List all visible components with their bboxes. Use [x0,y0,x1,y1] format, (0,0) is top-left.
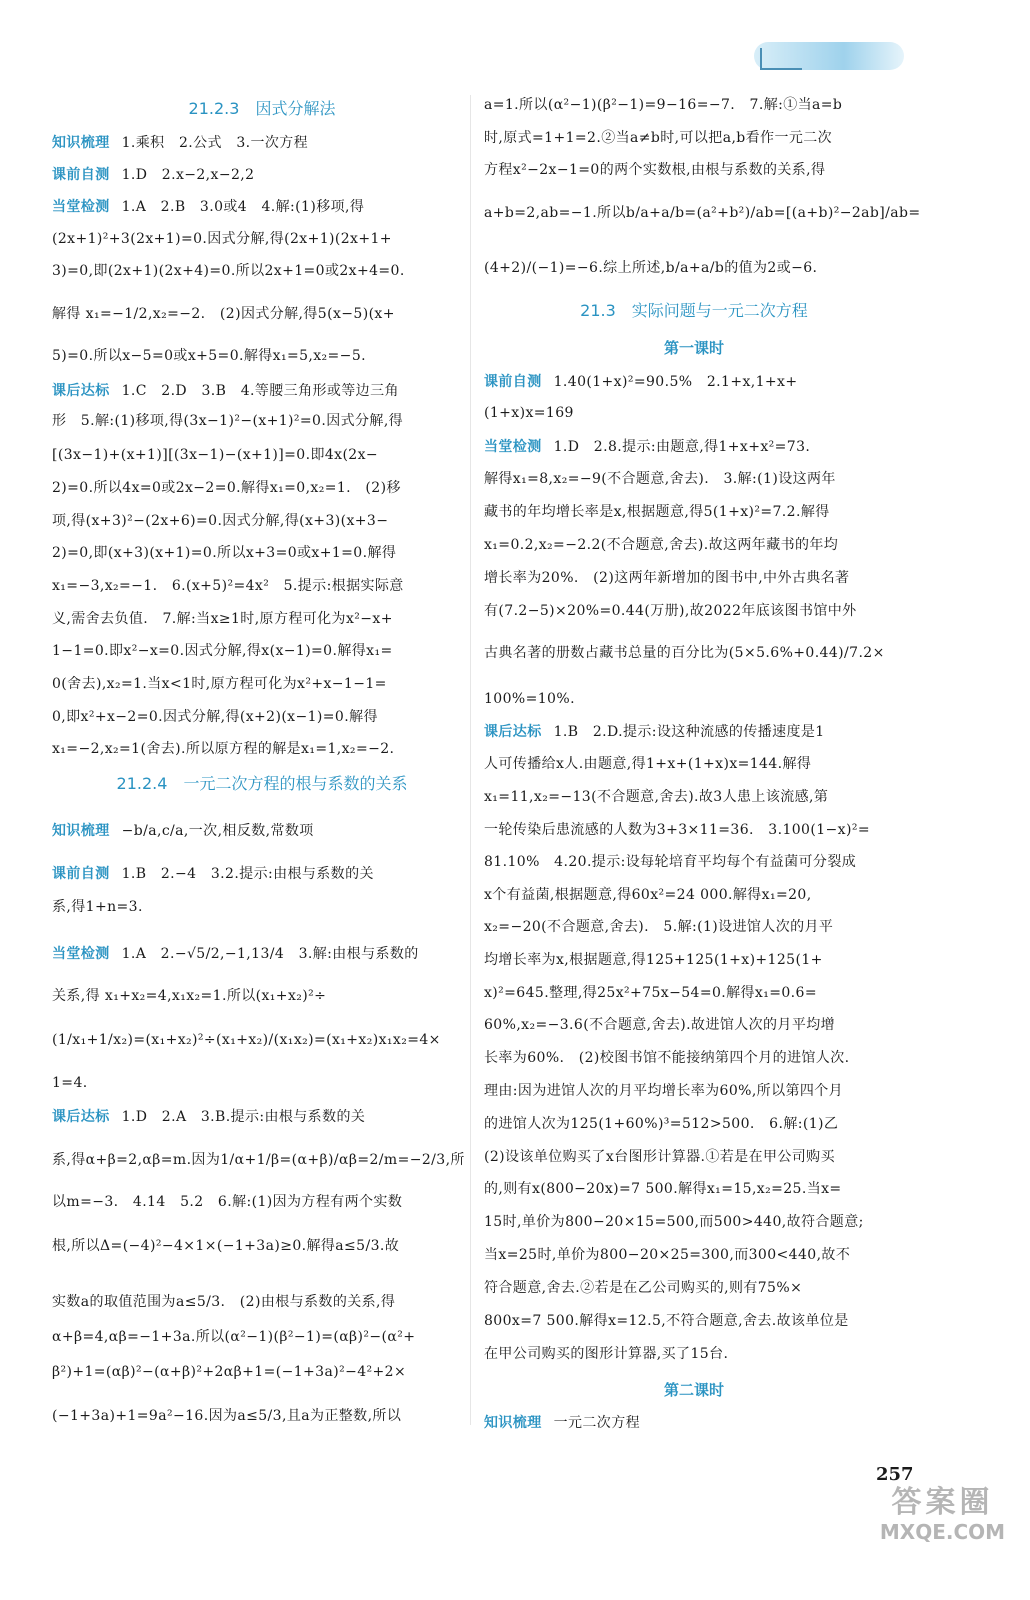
answer-line: 以m=−3. 4.14 5.2 6.解:(1)因为方程有两个实数 [52,1194,403,1210]
answer-line: 知识梳理 1.乘积 2.公式 3.一次方程 [52,135,309,151]
answer-line: (2)设该单位购买了x台图形计算器.①若是在甲公司购买 [484,1149,835,1165]
answer-line: 2)=0,即(x+3)(x+1)=0.所以x+3=0或x+1=0.解得 [52,545,397,561]
answer-line: (1+x)x=169 [484,405,574,421]
label-afterclass: 课后达标 [52,383,110,399]
answer-line: 课后达标 1.B 2.D.提示:设这种流感的传播速度是1 [484,724,825,740]
answer-line: 当堂检测 1.A 2.−√5/2,−1,13/4 3.解:由根与系数的 [52,946,419,962]
answer-line: 15时,单价为800−20×15=500,而500>440,故符合题意; [484,1214,864,1230]
answer-line: 均增长率为x,根据题意,得125+125(1+x)+125(1+ [484,952,823,968]
answer-line: 系,得1+n=3. [52,899,143,915]
answer-line: 1=4. [52,1075,88,1091]
header-mark [760,48,802,70]
answer-line: 课前自测 1.40(1+x)²=90.5% 2.1+x,1+x+ [484,374,798,390]
label-pretest: 课前自测 [52,866,110,882]
answer-line: 有(7.2−5)×20%=0.44(万册),故2022年底该图书馆中外 [484,603,857,619]
answer-line: 义,需舍去负值. 7.解:当x≥1时,原方程可化为x²−x+ [52,611,393,627]
answer-line: 关系,得 x₁+x₂=4,x₁x₂=1.所以(x₁+x₂)²÷ [52,988,327,1004]
answer-line: x₁=0.2,x₂=−2.2(不合题意,舍去).故这两年藏书的年均 [484,537,839,553]
answer-line: α+β=4,αβ=−1+3a.所以(α²−1)(β²−1)=(αβ)²−(α²+ [52,1329,416,1345]
answer-line: 60%,x₂=−3.6(不合题意,舍去).故进馆人次的月平均增 [484,1017,836,1033]
answer-line: 课后达标 1.C 2.D 3.B 4.等腰三角形或等边三角 [52,383,399,399]
answer-line: 知识梳理 一元二次方程 [484,1415,641,1431]
lesson-title-1: 第一课时 [663,339,724,357]
answer-line: x)²=645.整理,得25x²+75x−54=0.解得x₁=0.6= [484,985,817,1001]
section-title-21-3: 21.3 实际问题与一元二次方程 [580,301,808,320]
answer-line: 解得x₁=8,x₂=−9(不合题意,舍去). 3.解:(1)设这两年 [484,471,836,487]
answer-line: 在甲公司购买的图形计算器,买了15台. [484,1346,729,1362]
watermark-logo: 答案圈 MXQE.COM [879,1485,1006,1544]
label-pretest: 课前自测 [484,374,542,390]
answer-line: 根,所以Δ=(−4)²−4×1×(−1+3a)≥0.解得a≤5/3.故 [52,1238,400,1254]
answer-line: 增长率为20%. (2)这两年新增加的图书中,中外古典名著 [484,570,850,586]
label-knowledge: 知识梳理 [52,823,110,839]
answer-line: 系,得α+β=2,αβ=m.因为1/α+1/β=(α+β)/αβ=2/m=−2/3,所 [52,1152,465,1168]
answer-line: (2x+1)²+3(2x+1)=0.因式分解,得(2x+1)(2x+1+ [52,231,392,247]
label-knowledge: 知识梳理 [484,1415,542,1431]
label-afterclass: 课后达标 [52,1109,110,1125]
answer-line: 2)=0.所以4x=0或2x−2=0.解得x₁=0,x₂=1. (2)移 [52,480,401,496]
answer-line: 实数a的取值范围为a≤5/3. (2)由根与系数的关系,得 [52,1294,396,1310]
answer-line: 5)=0.所以x−5=0或x+5=0.解得x₁=5,x₂=−5. [52,348,366,364]
answer-line: a+b=2,ab=−1.所以b/a+a/b=(a²+b²)/ab=[(a+b)²−2ab]/ab= [484,205,921,221]
answer-line: 100%=10%. [484,691,575,707]
answer-line: 的,则有x(800−20x)=7 500.解得x₁=15,x₂=25.当x= [484,1181,842,1197]
label-knowledge: 知识梳理 [52,135,110,151]
answer-line: 0,即x²+x−2=0.因式分解,得(x+2)(x−1)=0.解得 [52,709,378,725]
answer-line: 3)=0,即(2x+1)(2x+4)=0.所以2x+1=0或2x+4=0. [52,263,405,279]
page-number: 257 [876,1464,914,1485]
answer-line: a=1.所以(α²−1)(β²−1)=9−16=−7. 7.解:①当a=b [484,97,843,113]
answer-line: 当堂检测 1.A 2.B 3.0或4 4.解:(1)移项,得 [52,199,365,215]
answer-line: x₁=11,x₂=−13(不合题意,舍去).故3人患上该流感,第 [484,789,829,805]
answer-line: (4+2)/(−1)=−6.综上所述,b/a+a/b的值为2或−6. [484,260,818,276]
answer-line: x₁=−2,x₂=1(舍去).所以原方程的解是x₁=1,x₂=−2. [52,741,395,757]
column-divider [470,95,471,1425]
answer-line: (1/x₁+1/x₂)=(x₁+x₂)²÷(x₁+x₂)/(x₁x₂)=(x₁+x₂)x₁x₂=4× [52,1032,441,1048]
answer-line: 解得 x₁=−1/2,x₂=−2. (2)因式分解,得5(x−5)(x+ [52,306,395,322]
answer-line: 一轮传染后患流感的人数为3+3×11=36. 3.100(1−x)²= [484,822,870,838]
answer-line: 长率为60%. (2)校图书馆不能接纳第四个月的进馆人次. [484,1050,850,1066]
answer-line: 课后达标 1.D 2.A 3.B.提示:由根与系数的关 [52,1109,366,1125]
label-classcheck: 当堂检测 [52,946,110,962]
answer-line: 古典名著的册数占藏书总量的百分比为(5×5.6%+0.44)/7.2× [484,645,885,661]
answer-line: 时,原式=1+1=2.②当a≠b时,可以把a,b看作一元二次 [484,130,833,146]
answer-line: (−1+3a)+1=9a²−16.因为a≤5/3,且a为正整数,所以 [52,1408,402,1424]
answer-line: β²)+1=(αβ)²−(α+β)²+2αβ+1=(−1+3a)²−4²+2× [52,1364,407,1380]
answer-line: 人可传播给x人.由题意,得1+x+(1+x)x=144.解得 [484,756,812,772]
answer-line: x个有益菌,根据题意,得60x²=24 000.解得x₁=20, [484,887,812,903]
answer-line: 当堂检测 1.D 2.8.提示:由题意,得1+x+x²=73. [484,439,811,455]
answer-line: 课前自测 1.D 2.x−2,x−2,2 [52,167,255,183]
answer-line: [(3x−1)+(x+1)][(3x−1)−(x+1)]=0.即4x(2x− [52,447,379,463]
answer-line: 课前自测 1.B 2.−4 3.2.提示:由根与系数的关 [52,866,374,882]
answer-line: 符合题意,舍去.②若是在乙公司购买的,则有75%× [484,1280,803,1296]
answer-line: 项,得(x+3)²−(2x+6)=0.因式分解,得(x+3)(x+3− [52,513,389,529]
label-classcheck: 当堂检测 [52,199,110,215]
section-title-21-2-3: 21.2.3 因式分解法 [188,99,336,118]
answer-line: 理由:因为进馆人次的月平均增长率为60%,所以第四个月 [484,1083,844,1099]
label-classcheck: 当堂检测 [484,439,542,455]
answer-line: x₂=−20(不合题意,舍去). 5.解:(1)设进馆人次的月平 [484,919,834,935]
answer-line: 知识梳理 −b/a,c/a,一次,相反数,常数项 [52,823,314,839]
answer-line: x₁=−3,x₂=−1. 6.(x+5)²=4x² 5.提示:根据实际意 [52,578,404,594]
answer-line: 的进馆人次为125(1+60%)³=512>500. 6.解:(1)乙 [484,1116,839,1132]
label-afterclass: 课后达标 [484,724,542,740]
answer-line: 81.10% 4.20.提示:设每轮培育平均每个有益菌可分裂成 [484,854,857,870]
lesson-title-2: 第二课时 [663,1381,724,1399]
answer-line: 藏书的年均增长率是x,根据题意,得5(1+x)²=7.2.解得 [484,504,830,520]
label-pretest: 课前自测 [52,167,110,183]
answer-line: 0(舍去),x₂=1.当x<1时,原方程可化为x²+x−1−1= [52,676,387,692]
answer-line: 当x=25时,单价为800−20×25=300,而300<440,故不 [484,1247,851,1263]
answer-line: 800x=7 500.解得x=12.5,不符合题意,舍去.故该单位是 [484,1313,849,1329]
answer-line: 方程x²−2x−1=0的两个实数根,由根与系数的关系,得 [484,162,826,178]
answer-line: 形 5.解:(1)移项,得(3x−1)²−(x+1)²=0.因式分解,得 [52,413,404,429]
answer-line: 1−1=0.即x²−x=0.因式分解,得x(x−1)=0.解得x₁= [52,643,393,659]
section-title-21-2-4: 21.2.4 一元二次方程的根与系数的关系 [116,774,408,793]
